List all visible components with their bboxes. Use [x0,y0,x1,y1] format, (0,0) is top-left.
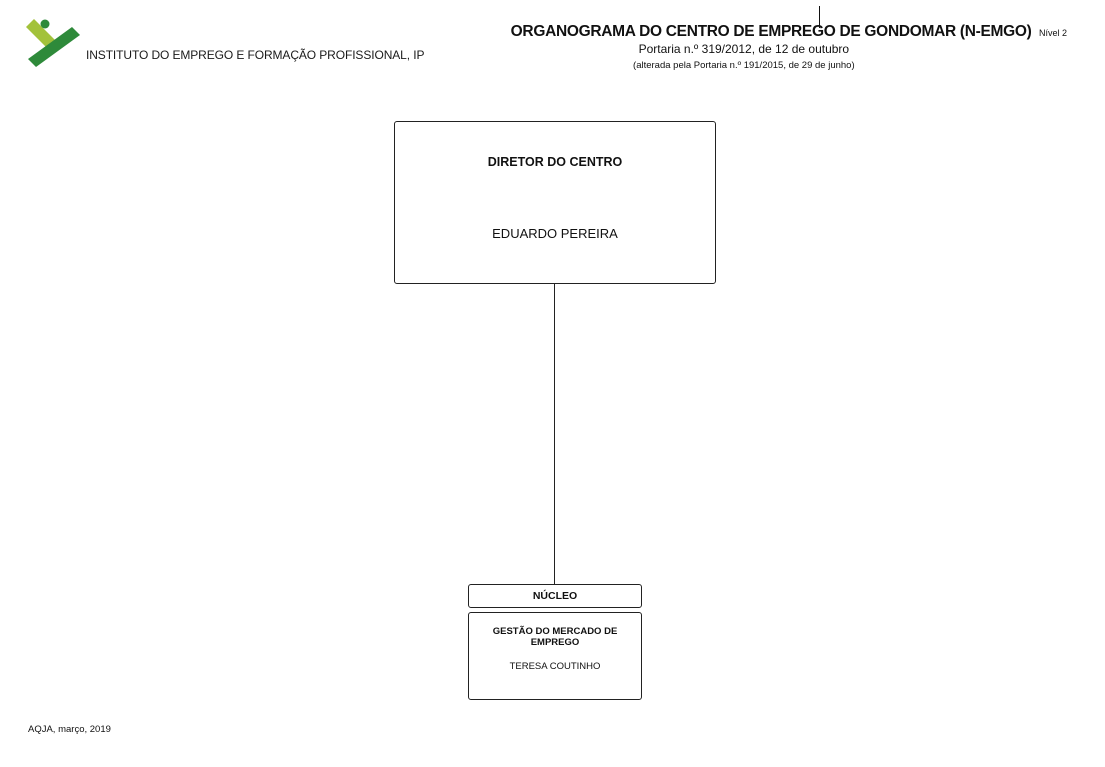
reference-subline: (alterada pela Portaria n.º 191/2015, de 29 de junho) [633,60,855,71]
org-connector-line [554,284,555,584]
unit-person: TERESA COUTINHO [509,661,601,672]
unit-title: GESTÃO DO MERCADO DE EMPREGO [492,626,618,648]
director-name: EDUARDO PEREIRA [492,226,618,241]
nucleo-label: NÚCLEO [532,590,578,602]
iefp-logo-icon [26,19,80,67]
director-title: DIRETOR DO CENTRO [487,155,623,169]
document-title: ORGANOGRAMA DO CENTRO DE EMPREGO DE GONDOMAR (N-EMGO) [510,23,1032,40]
header-title-block [511,23,1067,71]
nucleo-unit-box [468,612,642,700]
reference-line: Portaria n.º 319/2012, de 12 de outubro [638,42,850,56]
nucleo-header-box [468,584,642,608]
organization-name: INSTITUTO DO EMPREGO E FORMAÇÃO PROFISSIONAL, IP [86,48,425,62]
level-label: Nível 2 [1038,28,1067,38]
footer-note: AQJA, março, 2019 [28,724,111,735]
logo-dot [41,20,50,29]
director-box [394,121,716,284]
